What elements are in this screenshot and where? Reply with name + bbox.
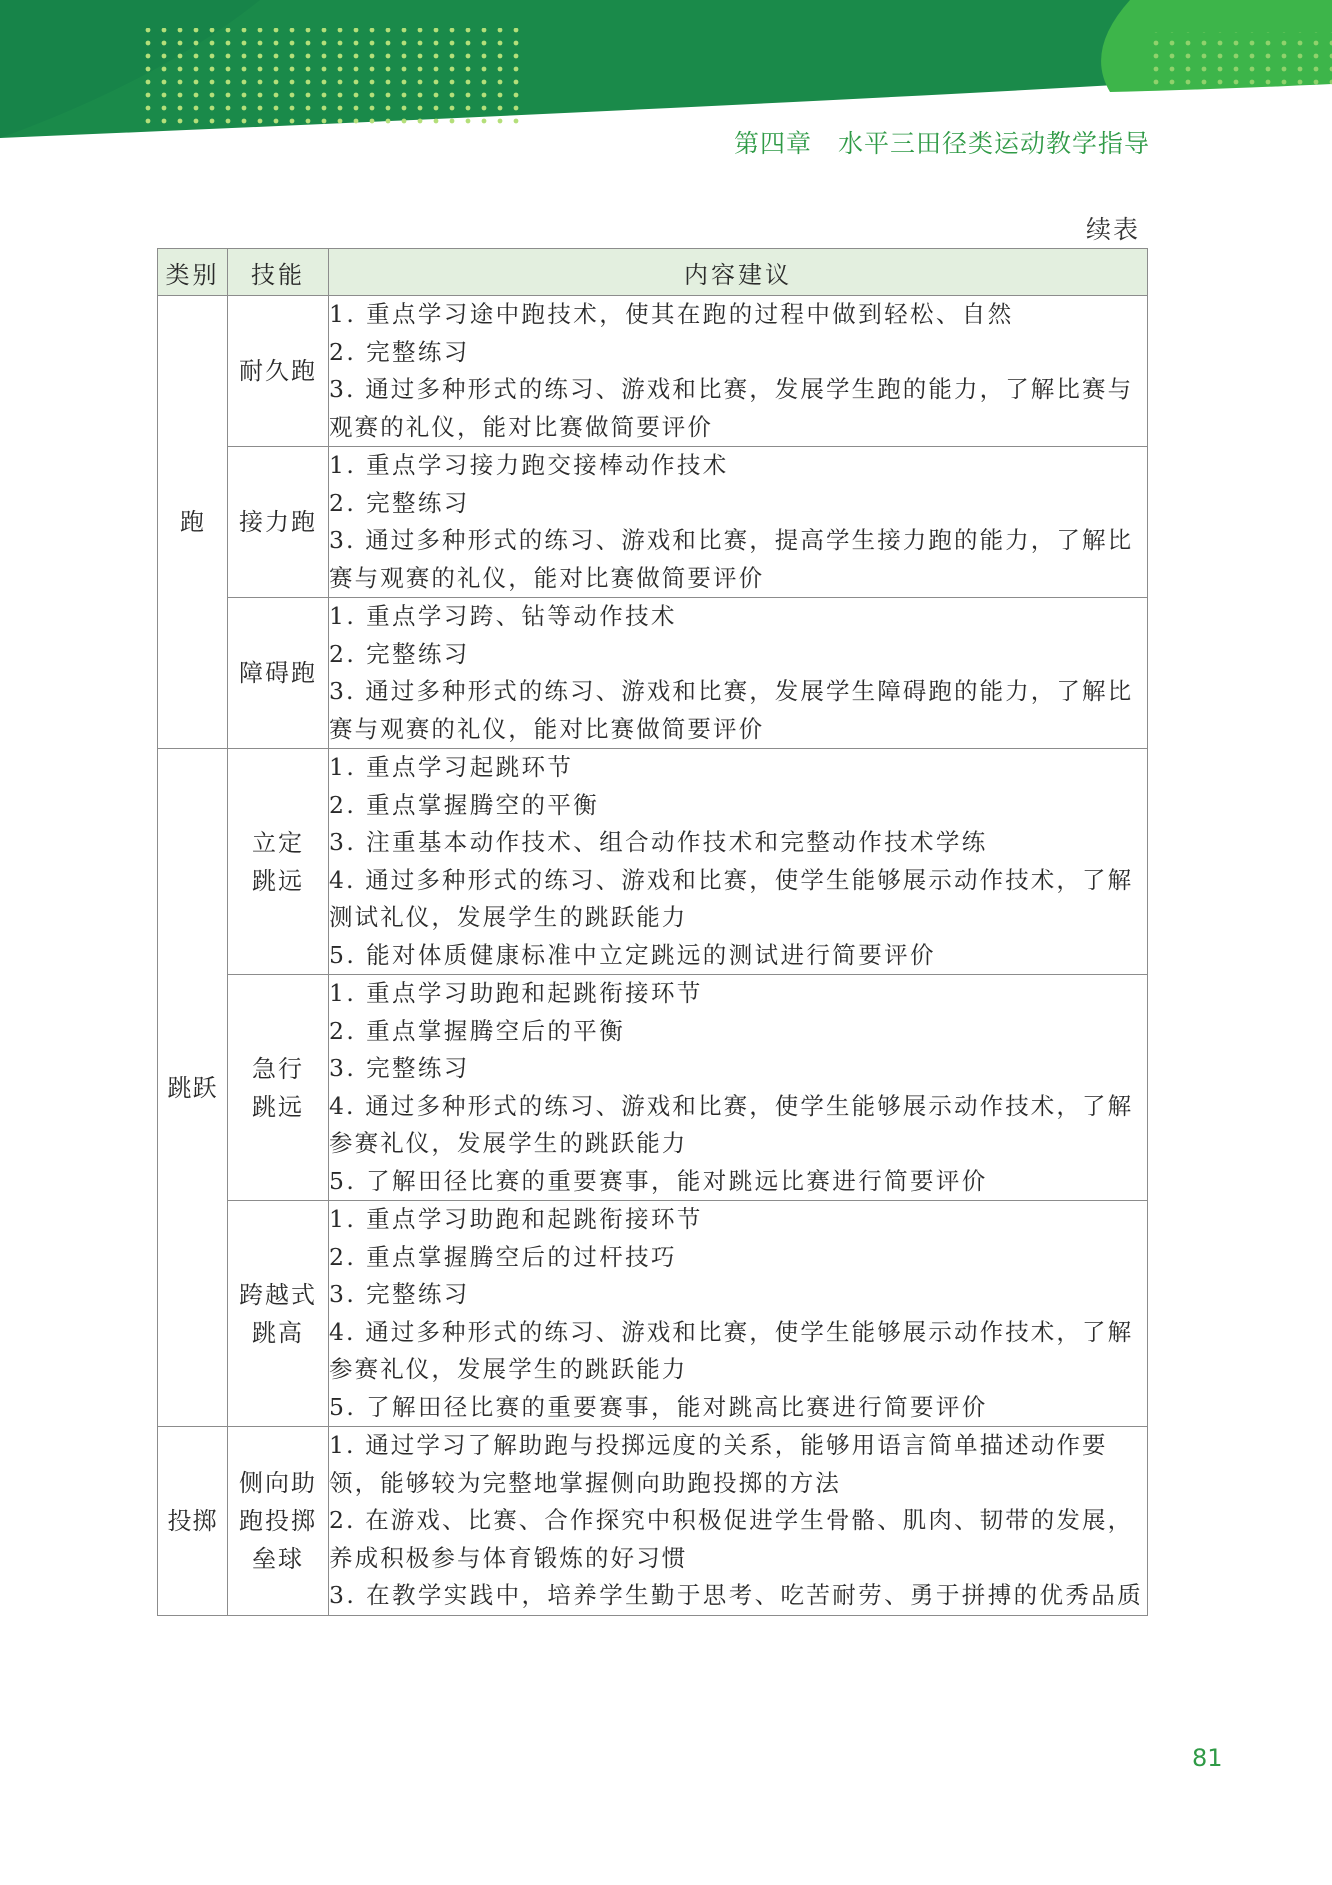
content-line: 1. 重点学习起跳环节 bbox=[329, 753, 574, 781]
content-line: 5. 了解田径比赛的重要赛事，能对跳高比赛进行简要评价 bbox=[329, 1392, 988, 1421]
content-line: 1. 通过学习了解助跑与投掷远度的关系，能够用语言简单描述动作要领，能够较为完整地掌握侧向助跑投掷的方法 bbox=[329, 1431, 1108, 1497]
skill-cell bbox=[228, 1427, 329, 1616]
content-line: 4. 通过多种形式的练习、游戏和比赛，使学生能够展示动作技术，了解参赛礼仪，发展学生的跳跃能力 bbox=[329, 1317, 1134, 1383]
content-cell bbox=[329, 1201, 1148, 1427]
content-line: 2. 完整练习 bbox=[329, 639, 470, 668]
table-row bbox=[158, 975, 1148, 1201]
header-skill: 技能 bbox=[228, 249, 329, 296]
skill-cell: 耐久跑 bbox=[228, 296, 329, 447]
content-cell bbox=[329, 1427, 1148, 1616]
content-line: 3. 在教学实践中，培养学生勤于思考、吃苦耐劳、勇于拼搏的优秀品质 bbox=[329, 1581, 1144, 1609]
table-row bbox=[158, 447, 1148, 598]
content-line: 5. 能对体质健康标准中立定跳远的测试进行简要评价 bbox=[329, 940, 936, 969]
content-line: 1. 重点学习跨、钻等动作技术 bbox=[329, 602, 677, 630]
skill-cell bbox=[228, 975, 329, 1201]
content-cell bbox=[329, 749, 1148, 975]
content-line: 2. 完整练习 bbox=[329, 488, 470, 517]
content-cell bbox=[329, 296, 1148, 447]
content-line: 1. 重点学习助跑和起跳衔接环节 bbox=[329, 979, 703, 1007]
content-line: 2. 在游戏、比赛、合作探究中积极促进学生骨骼、肌肉、韧带的发展，养成积极参与体育锻炼的好习惯 bbox=[329, 1506, 1134, 1572]
category-cell: 投掷 bbox=[158, 1427, 228, 1616]
table-row bbox=[158, 749, 1148, 975]
content-line: 2. 重点掌握腾空后的过杆技巧 bbox=[329, 1242, 677, 1271]
content-line: 2. 重点掌握腾空的平衡 bbox=[329, 790, 600, 819]
page-number: 81 bbox=[1192, 1744, 1223, 1772]
skill-name: 跨越式跳高 bbox=[239, 1280, 317, 1347]
content-line: 3. 通过多种形式的练习、游戏和比赛，发展学生跑的能力，了解比赛与观赛的礼仪，能对比赛做简要评价 bbox=[329, 375, 1134, 441]
content-line: 5. 了解田径比赛的重要赛事，能对跳远比赛进行简要评价 bbox=[329, 1166, 988, 1195]
category-cell: 跳跃 bbox=[158, 749, 228, 1427]
content-cell bbox=[329, 598, 1148, 749]
content-cell bbox=[329, 975, 1148, 1201]
content-line: 4. 通过多种形式的练习、游戏和比赛，使学生能够展示动作技术，了解测试礼仪，发展学生的跳跃能力 bbox=[329, 865, 1134, 931]
skill-cell: 接力跑 bbox=[228, 447, 329, 598]
content-line: 3. 完整练习 bbox=[329, 1054, 470, 1082]
skill-cell: 障碍跑 bbox=[228, 598, 329, 749]
content-line: 3. 通过多种形式的练习、游戏和比赛，发展学生障碍跑的能力，了解比赛与观赛的礼仪，能对比赛做简要评价 bbox=[329, 677, 1134, 743]
content-line: 3. 完整练习 bbox=[329, 1280, 470, 1308]
content-line: 2. 重点掌握腾空后的平衡 bbox=[329, 1016, 626, 1045]
skill-name: 侧向助跑投掷垒球 bbox=[239, 1468, 317, 1573]
content-table bbox=[157, 248, 1148, 1616]
table-row bbox=[158, 598, 1148, 749]
chapter-title: 第四章 水平三田径类运动教学指导 bbox=[733, 129, 1150, 158]
content-line: 3. 通过多种形式的练习、游戏和比赛，提高学生接力跑的能力，了解比赛与观赛的礼仪，能对比赛做简要评价 bbox=[329, 526, 1134, 592]
content-line: 1. 重点学习助跑和起跳衔接环节 bbox=[329, 1205, 703, 1233]
skill-cell bbox=[228, 1201, 329, 1427]
content-line: 1. 重点学习接力跑交接棒动作技术 bbox=[329, 451, 729, 479]
header-content: 内容建议 bbox=[329, 249, 1148, 296]
content-cell bbox=[329, 447, 1148, 598]
content-line: 3. 注重基本动作技术、组合动作技术和完整动作技术学练 bbox=[329, 828, 988, 856]
content-line: 4. 通过多种形式的练习、游戏和比赛，使学生能够展示动作技术，了解参赛礼仪，发展学生的跳跃能力 bbox=[329, 1091, 1134, 1157]
table-row bbox=[158, 1201, 1148, 1427]
skill-cell bbox=[228, 749, 329, 975]
content-line: 1. 重点学习途中跑技术，使其在跑的过程中做到轻松、自然 bbox=[329, 300, 1014, 328]
table-row bbox=[158, 296, 1148, 447]
table-header-row bbox=[158, 249, 1148, 296]
skill-name: 急行跳远 bbox=[252, 1054, 304, 1121]
table-row bbox=[158, 1427, 1148, 1616]
category-cell: 跑 bbox=[158, 296, 228, 749]
header-banner bbox=[0, 0, 1332, 140]
continued-label: 续表 bbox=[1085, 215, 1140, 244]
header-category: 类别 bbox=[158, 249, 228, 296]
skill-name: 立定跳远 bbox=[252, 828, 304, 895]
content-line: 2. 完整练习 bbox=[329, 337, 470, 366]
